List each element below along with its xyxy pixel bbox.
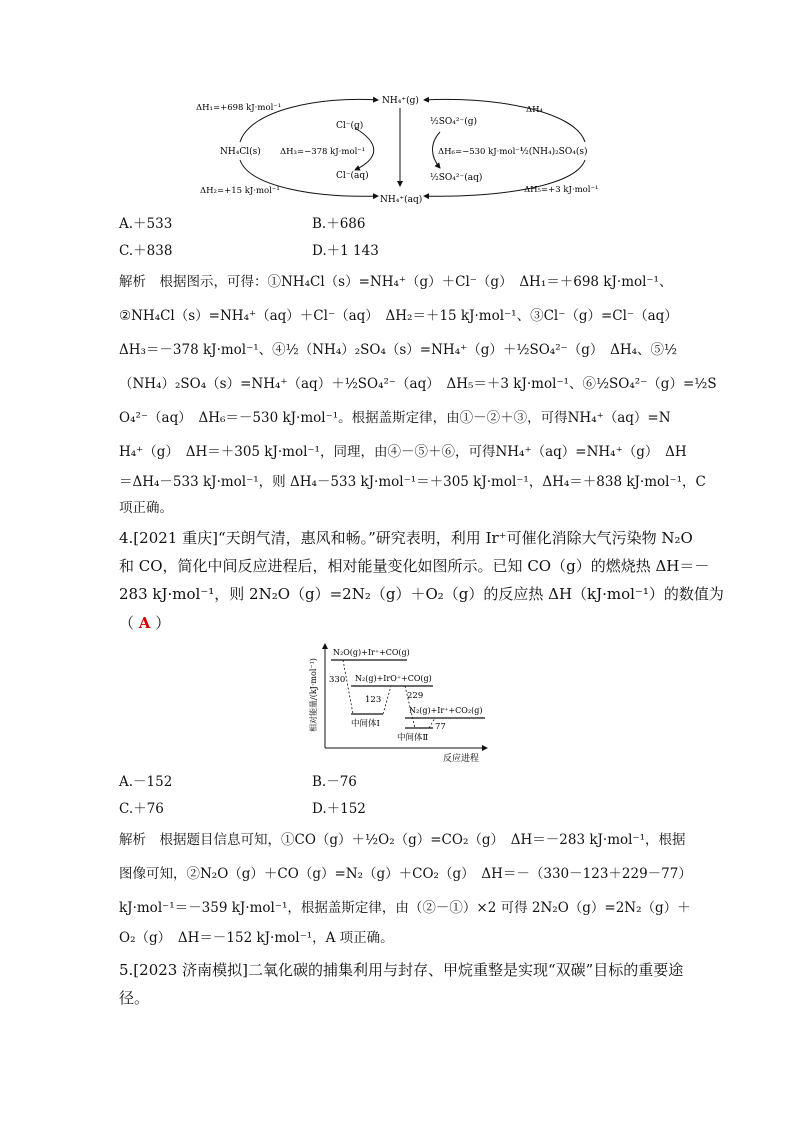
y-axis-label: 相对能量/(kJ·mol⁻¹) [309,658,318,732]
q3-analysis-line: 项正确。 [119,500,173,516]
species-2: N₂(g)+IrO⁺+CO(g) [355,674,432,683]
label-int2: 中间体Ⅱ [397,733,429,743]
q4-option-a: A.－152 [119,774,173,790]
q4-option-b: B.－76 [312,774,357,790]
q4-stem-line: 4.[2021 重庆]“天朗气清，惠风和畅。”研究表明，利用 Ir⁺可催化消除大气污染物 N₂O [119,529,693,547]
label-dh3: ΔH₃=−378 kJ·mol⁻¹ [280,147,366,157]
energy-profile-diagram [305,640,495,765]
value-330: 330 [329,675,346,685]
value-229: 229 [407,691,424,701]
q3-analysis-line: （NH₄）₂SO₄（s）=NH₄⁺（aq）＋½SO₄²⁻（aq） ΔH₅＝＋3 kJ·mol⁻¹、⑥½SO₄²⁻（g）=½S [119,376,717,392]
value-123: 123 [365,695,382,705]
path-step2 [383,686,391,714]
q4-analysis-line: kJ·mol⁻¹＝－359 kJ·mol⁻¹，根据盖斯定律，由（②－①）×2 可得 2N₂O（g）=2N₂（g）＋ [119,900,691,916]
label-int1: 中间体Ⅰ [351,719,380,729]
q3-option-b: B.＋686 [312,216,366,232]
q4-stem-line: 和 CO，简化中间反应进程后，相对能量变化如图所示。已知 CO（g）的燃烧热 ΔH＝－ [119,557,710,575]
q3-analysis-line: 解析 根据图示，可得：①NH₄Cl（s）=NH₄⁺（g）＋Cl⁻（g） ΔH₁＝＋698 kJ·mol⁻¹、 [119,274,673,290]
q3-analysis-line: ΔH₃＝－378 kJ·mol⁻¹、④½（NH₄）₂SO₄（s）=NH₄⁺（g）＋½SO₄²⁻（g） ΔH₄、⑤½ [119,342,678,358]
path-step1 [343,660,353,714]
answer-close-paren: ） [155,614,171,632]
label-nh4cl-s: NH₄Cl(s) [220,147,261,157]
thermochemical-cycle-diagram [190,88,610,206]
q3-analysis-line: O₄²⁻（aq） ΔH₆＝－530 kJ·mol⁻¹。根据盖斯定律，由①－②＋③，可得NH₄⁺（aq）=N [119,410,671,426]
label-dh4: ΔH₄ [526,105,543,115]
label-so4-g: ½SO₄²⁻(g) [430,117,478,127]
label-dh6: ΔH₆=−530 kJ·mol⁻¹ [438,147,524,157]
q3-analysis-line: ＝ΔH₄－533 kJ·mol⁻¹，则 ΔH₄－533 kJ·mol⁻¹＝＋305 kJ·mol⁻¹，ΔH₄＝＋838 kJ·mol⁻¹，C [119,474,706,490]
label-dh1: ΔH₁=+698 kJ·mol⁻¹ [196,103,282,113]
q3-analysis-line: H₄⁺（g） ΔH＝＋305 kJ·mol⁻¹，同理，由④－⑤＋⑥，可得NH₄⁺（aq）=NH₄⁺（g） ΔH [119,444,687,460]
label-dh5: ΔH₅=+3 kJ·mol⁻¹ [524,185,599,195]
species-1: N₂O(g)+Ir⁺+CO(g) [333,648,410,657]
q4-analysis-line: O₂（g） ΔH＝－152 kJ·mol⁻¹，A 项正确。 [119,930,394,946]
label-dh2: ΔH₂=+15 kJ·mol⁻¹ [200,186,280,196]
label-nh4-aq: NH₄⁺(aq) [380,195,423,205]
value-77: 77 [435,722,446,732]
label-cl-g: Cl⁻(g) [336,121,364,131]
species-3: N₂(g)+Ir⁺+CO₂(g) [409,706,483,715]
q4-analysis-line: 图像可知，②N₂O（g）＋CO（g）=N₂（g）＋CO₂（g） ΔH＝－（330－123＋229－77） [119,866,692,882]
answer-open-paren: （ [119,614,135,632]
label-so4-aq: ½SO₄²⁻(aq) [430,173,483,183]
q3-option-c: C.＋838 [119,243,173,259]
q3-option-d: D.＋1 143 [312,243,379,259]
q3-option-a: A.＋533 [119,216,173,232]
label-nh4-g: NH₄⁺(g) [382,96,419,106]
label-nh4so4: ½(NH₄)₂SO₄(s) [520,147,588,157]
q5-stem-line: 5.[2023 济南模拟]二氧化碳的捕集利用与封存、甲烷重整是实现“双碳”目标的重要途 [119,961,684,979]
answer-letter: A [138,614,151,632]
q5-stem-line: 径。 [119,989,150,1007]
label-cl-aq: Cl⁻(aq) [336,171,369,181]
q3-analysis-line: ②NH₄Cl（s）=NH₄⁺（aq）＋Cl⁻（aq） ΔH₂＝＋15 kJ·mol⁻¹、③Cl⁻（g）=Cl⁻（aq） [119,308,678,324]
q4-option-d: D.＋152 [312,801,366,817]
q4-answer [119,613,170,633]
q4-option-c: C.＋76 [119,801,164,817]
q4-analysis-line: 解析 根据题目信息可知，①CO（g）＋½O₂（g）=CO₂（g） ΔH＝－283 kJ·mol⁻¹，根据 [119,832,686,848]
q4-stem-line: 283 kJ·mol⁻¹，则 2N₂O（g）=2N₂（g）＋O₂（g）的反应热 ΔH（kJ·mol⁻¹）的数值为 [119,585,724,603]
x-axis-label: 反应进程 [443,754,480,764]
